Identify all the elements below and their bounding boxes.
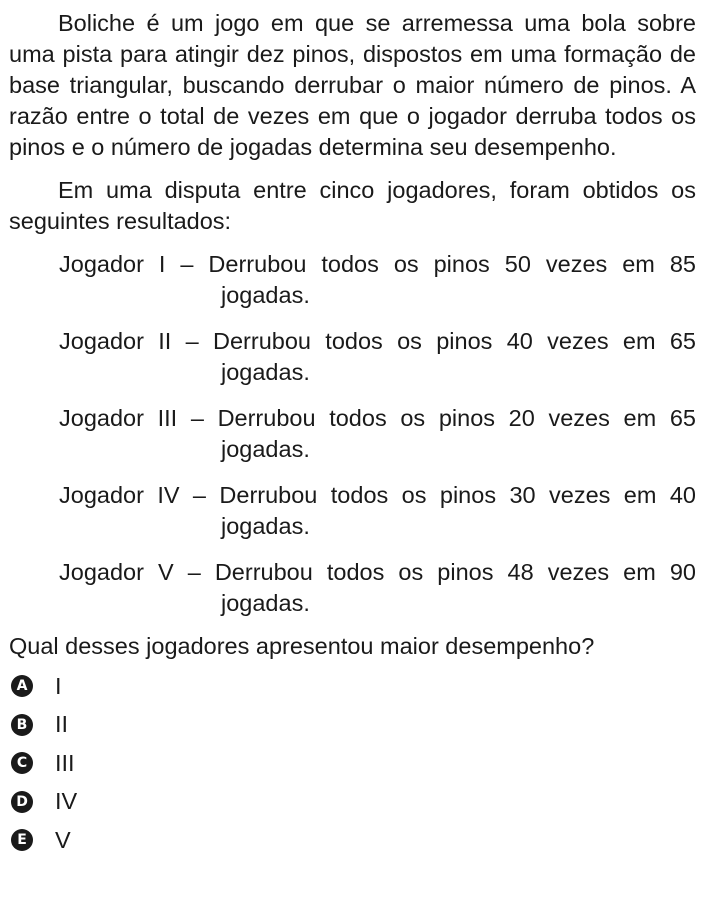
- question-text: Qual desses jogadores apresentou maior desempenho?: [9, 633, 595, 659]
- player-results-list: [9, 249, 696, 619]
- option-text: III: [55, 749, 75, 776]
- option-text: I: [55, 672, 62, 699]
- option-b[interactable]: [9, 706, 696, 745]
- option-text: V: [55, 826, 71, 853]
- player-result-5: Jogador V – Derrubou todos os pinos 48 vezes em 90 jogadas.: [59, 559, 696, 616]
- option-e[interactable]: [9, 821, 696, 860]
- player-result-2: Jogador II – Derrubou todos os pinos 40 vezes em 65 jogadas.: [59, 328, 696, 385]
- context-paragraph: Em uma disputa entre cinco jogadores, foram obtidos os seguintes resultados:: [9, 177, 696, 234]
- player-result-1: Jogador I – Derrubou todos os pinos 50 vezes em 85 jogadas.: [59, 251, 696, 308]
- option-text: II: [55, 711, 69, 738]
- option-text: IV: [55, 788, 78, 815]
- option-letter-badge: E: [11, 829, 33, 851]
- intro-paragraph: Boliche é um jogo em que se arremessa uma bola sobre uma pista para atingir dez pinos, dispostos em uma formação de base triangular, buscando derrubar o maior número de pinos. A razão entre o total de vezes em que o jogador derruba todos os pinos e o número de jogadas determina seu desempenho.: [9, 10, 696, 160]
- option-letter-badge: A: [11, 675, 33, 697]
- player-result-3: Jogador III – Derrubou todos os pinos 20 vezes em 65 jogadas.: [59, 405, 696, 462]
- answer-options: [9, 667, 696, 860]
- option-letter-badge: B: [11, 714, 33, 736]
- option-d[interactable]: [9, 783, 696, 822]
- option-letter-badge: C: [11, 752, 33, 774]
- option-a[interactable]: [9, 667, 696, 706]
- option-c[interactable]: [9, 744, 696, 783]
- option-letter-badge: D: [11, 791, 33, 813]
- player-result-4: Jogador IV – Derrubou todos os pinos 30 vezes em 40 jogadas.: [59, 482, 696, 539]
